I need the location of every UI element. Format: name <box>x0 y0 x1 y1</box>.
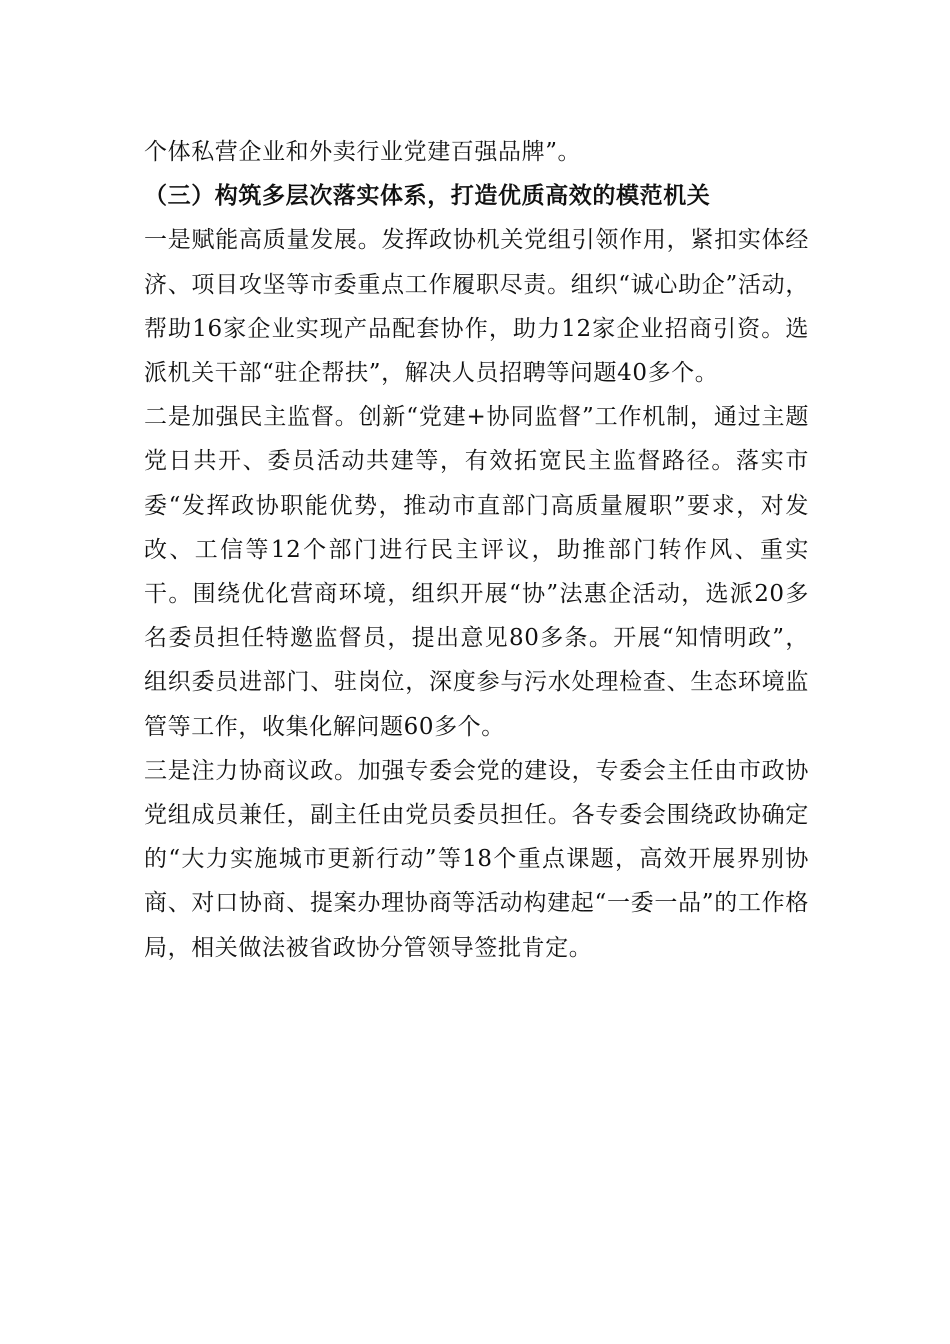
paragraph-second-point: 二是加强民主监督。创新“党建+协同监督”工作机制，通过主题党日共开、委员活动共建等，有效拓宽民主监督路径。落实市委“发挥政协职能优势，推动市直部门高质量履职”要求，对发改、工信等12个部门进行民主评议，助推部门转作风、重实干。围绕优化营商环境，组织开展“协”法惠企活动，选派20多名委员担任特邀监督员，提出意见80多条。开展“知情明政”，组织委员进部门、驻岗位，深度参与污水处理检查、生态环境监管等工作，收集化解问题60多个。 <box>144 404 809 740</box>
document-body <box>144 130 809 970</box>
paragraph-continuation: 个体私营企业和外卖行业党建百强品牌”。 <box>144 139 582 165</box>
paragraph-third-point: 三是注力协商议政。加强专委会党的建设，专委会主任由市政协党组成员兼任，副主任由党员委员担任。各专委会围绕政协确定的“大力实施城市更新行动”等18个重点课题，高效开展界别协商、对口协商、提案办理协商等活动构建起“一委一品”的工作格局，相关做法被省政协分管领导签批肯定。 <box>144 757 809 961</box>
section-heading: （三）构筑多层次落实体系，打造优质高效的模范机关 <box>144 182 711 210</box>
paragraph-first-point: 一是赋能高质量发展。发挥政协机关党组引领作用，紧扣实体经济、项目攻坚等市委重点工作履职尽责。组织“诚心助企”活动，帮助16家企业实现产品配套协作，助力12家企业招商引资。选派机关干部“驻企帮扶”，解决人员招聘等问题40多个。 <box>144 227 809 387</box>
